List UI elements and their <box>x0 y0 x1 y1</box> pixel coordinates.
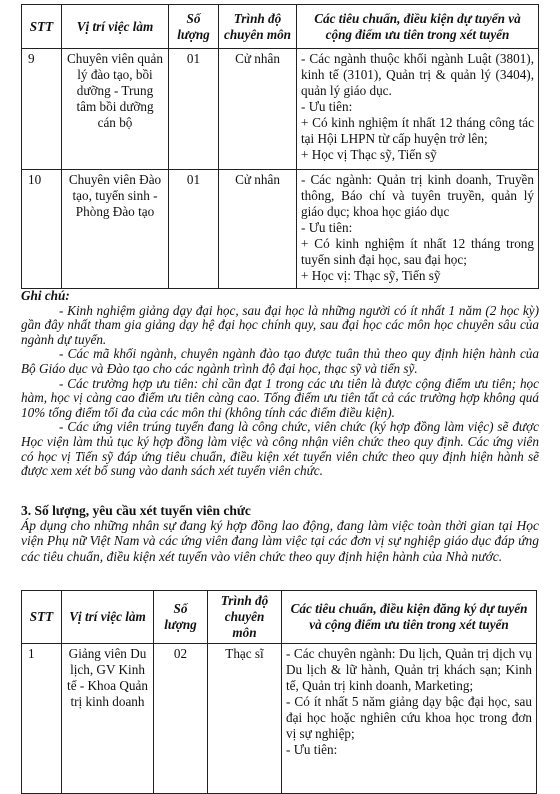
row-quantity: 01 <box>169 170 219 289</box>
row-position: Chuyên viên Đào tạo, tuyển sinh - Phòng Đào tạo <box>62 170 169 289</box>
table-header-row <box>22 5 539 49</box>
row-stt: 1 <box>22 644 62 794</box>
criteria-line: - Các chuyên ngành: Du lịch, Quản trị dịch vụ Du lịch & lữ hành, Quản trị khách sạn; Kinh tế, Quản trị kinh doanh, Marketing; <box>286 646 532 693</box>
criteria-line: - Ưu tiên: <box>301 99 353 114</box>
criteria-line: + Học vị Thạc sỹ, Tiến sỹ <box>301 147 437 162</box>
header-level: Trình độ chuyên môn <box>208 591 282 644</box>
note-item: - Các mã khối ngành, chuyên ngành đào tạo được tuân thủ theo quy định hiện hành của Bộ Giáo dục và Đào tạo cho các ngành trình độ đại học, thạc sỹ và tiến sỹ. <box>21 346 539 376</box>
recruitment-table-2 <box>21 590 537 794</box>
header-quantity: Số lượng <box>169 5 219 49</box>
row-quantity: 01 <box>169 49 219 170</box>
row-level: Cử nhân <box>219 170 297 289</box>
notes-title: Ghi chú: <box>21 288 70 303</box>
row-stt: 9 <box>22 49 62 170</box>
section-3 <box>21 503 539 564</box>
section-heading: 3. Số lượng, yêu cầu xét tuyển viên chức <box>21 503 251 518</box>
criteria-line: - Ưu tiên: <box>301 220 353 235</box>
header-position: Vị trí việc làm <box>62 5 169 49</box>
table-row <box>22 49 539 170</box>
header-criteria: Các tiêu chuẩn, điều kiện đăng ký dự tuyển và cộng điểm ưu tiên trong xét tuyển <box>282 591 537 644</box>
recruitment-table-1 <box>21 4 539 289</box>
criteria-line: + Có kinh nghiệm ít nhất 12 tháng công tác tại Hội LHPN từ cấp huyện trở lên; <box>301 115 534 146</box>
row-position: Chuyên viên quản lý đào tạo, bồi dưỡng - Trung tâm bồi dưỡng cán bộ <box>62 49 169 170</box>
criteria-line: - Các ngành: Quản trị kinh doanh, Truyền thông, Báo chí và tuyên truyền, quản lý giáo dục; khoa học giáo dục <box>301 172 534 219</box>
table-row <box>22 170 539 289</box>
row-criteria <box>282 644 537 794</box>
criteria-line: - Các ngành thuộc khối ngành Luật (3801), kinh tế (3101), Quản trị & quản lý (3404), quản lý giáo dục. <box>301 51 534 98</box>
section-body: Áp dụng cho những nhân sự đang ký hợp đồng lao động, đang làm việc toàn thời gian tại Học viện Phụ nữ Việt Nam và các ứng viên đang làm việc tại các đơn vị sự nghiệp giáo dục đáp ứng các tiêu chuẩn, điều kiện xét tuyển vào viên chức theo quy định hiện hành của Nhà nước. <box>21 518 539 564</box>
header-stt: STT <box>22 591 62 644</box>
row-stt: 10 <box>22 170 62 289</box>
note-item: - Các ứng viên trúng tuyển đang là công chức, viên chức (ký hợp đồng làm việc) sẽ được Học viện làm thủ tục ký hợp đồng làm việc và công nhận viên chức theo quy định. Các ứng viên có học vị Tiến sỹ đáp ứng tiêu chuẩn, điều kiện xét tuyển viên chức theo quy định hiện hành sẽ được xem xét bổ sung vào danh sách xét tuyển viên chức. <box>21 419 539 479</box>
criteria-line: + Học vị: Thạc sỹ, Tiến sỹ <box>301 268 441 283</box>
row-level: Cử nhân <box>219 49 297 170</box>
criteria-line: - Có ít nhất 5 năm giảng dạy bậc đại học, sau đại học hoặc nghiên cứu khoa học trong đơn vị sự nghiệp; <box>286 694 532 741</box>
header-quantity: Số lượng <box>154 591 208 644</box>
header-criteria: Các tiêu chuẩn, điều kiện dự tuyển và cộng điểm ưu tiên trong xét tuyển <box>297 5 539 49</box>
note-item: - Kinh nghiệm giảng dạy đại học, sau đại học là những người có ít nhất 1 năm (2 học kỳ) gần đây nhất tham gia giảng dạy hệ đại học chính quy, sau đại học các môn học chuyên sâu của ngành dự tuyển. <box>21 302 539 347</box>
row-criteria <box>297 170 539 289</box>
row-level: Thạc sĩ <box>208 644 282 794</box>
header-position: Vị trí việc làm <box>62 591 154 644</box>
header-level: Trình độ chuyên môn <box>219 5 297 49</box>
table-row <box>22 644 537 794</box>
criteria-line: - Ưu tiên: <box>286 742 338 757</box>
row-criteria <box>297 49 539 170</box>
header-stt: STT <box>22 5 62 49</box>
row-quantity: 02 <box>154 644 208 794</box>
notes-section <box>21 289 539 479</box>
table-header-row <box>22 591 537 644</box>
row-position: Giảng viên Du lịch, GV Kinh tế - Khoa Quản trị kinh doanh <box>62 644 154 794</box>
criteria-line: + Có kinh nghiệm ít nhất 12 tháng trong tuyển sinh đại học, sau đại học; <box>301 236 534 267</box>
note-item: - Các trường hợp ưu tiên: chỉ cần đạt 1 trong các ưu tiên là được cộng điểm ưu tiên; học hàm, học vị càng cao điểm ưu tiên càng cao. Tổng điểm ưu tiên tất cả các trường hợp không quá 10% tổng điểm tối đa của các môn thi (không tính các điểm điều kiện). <box>21 375 539 420</box>
